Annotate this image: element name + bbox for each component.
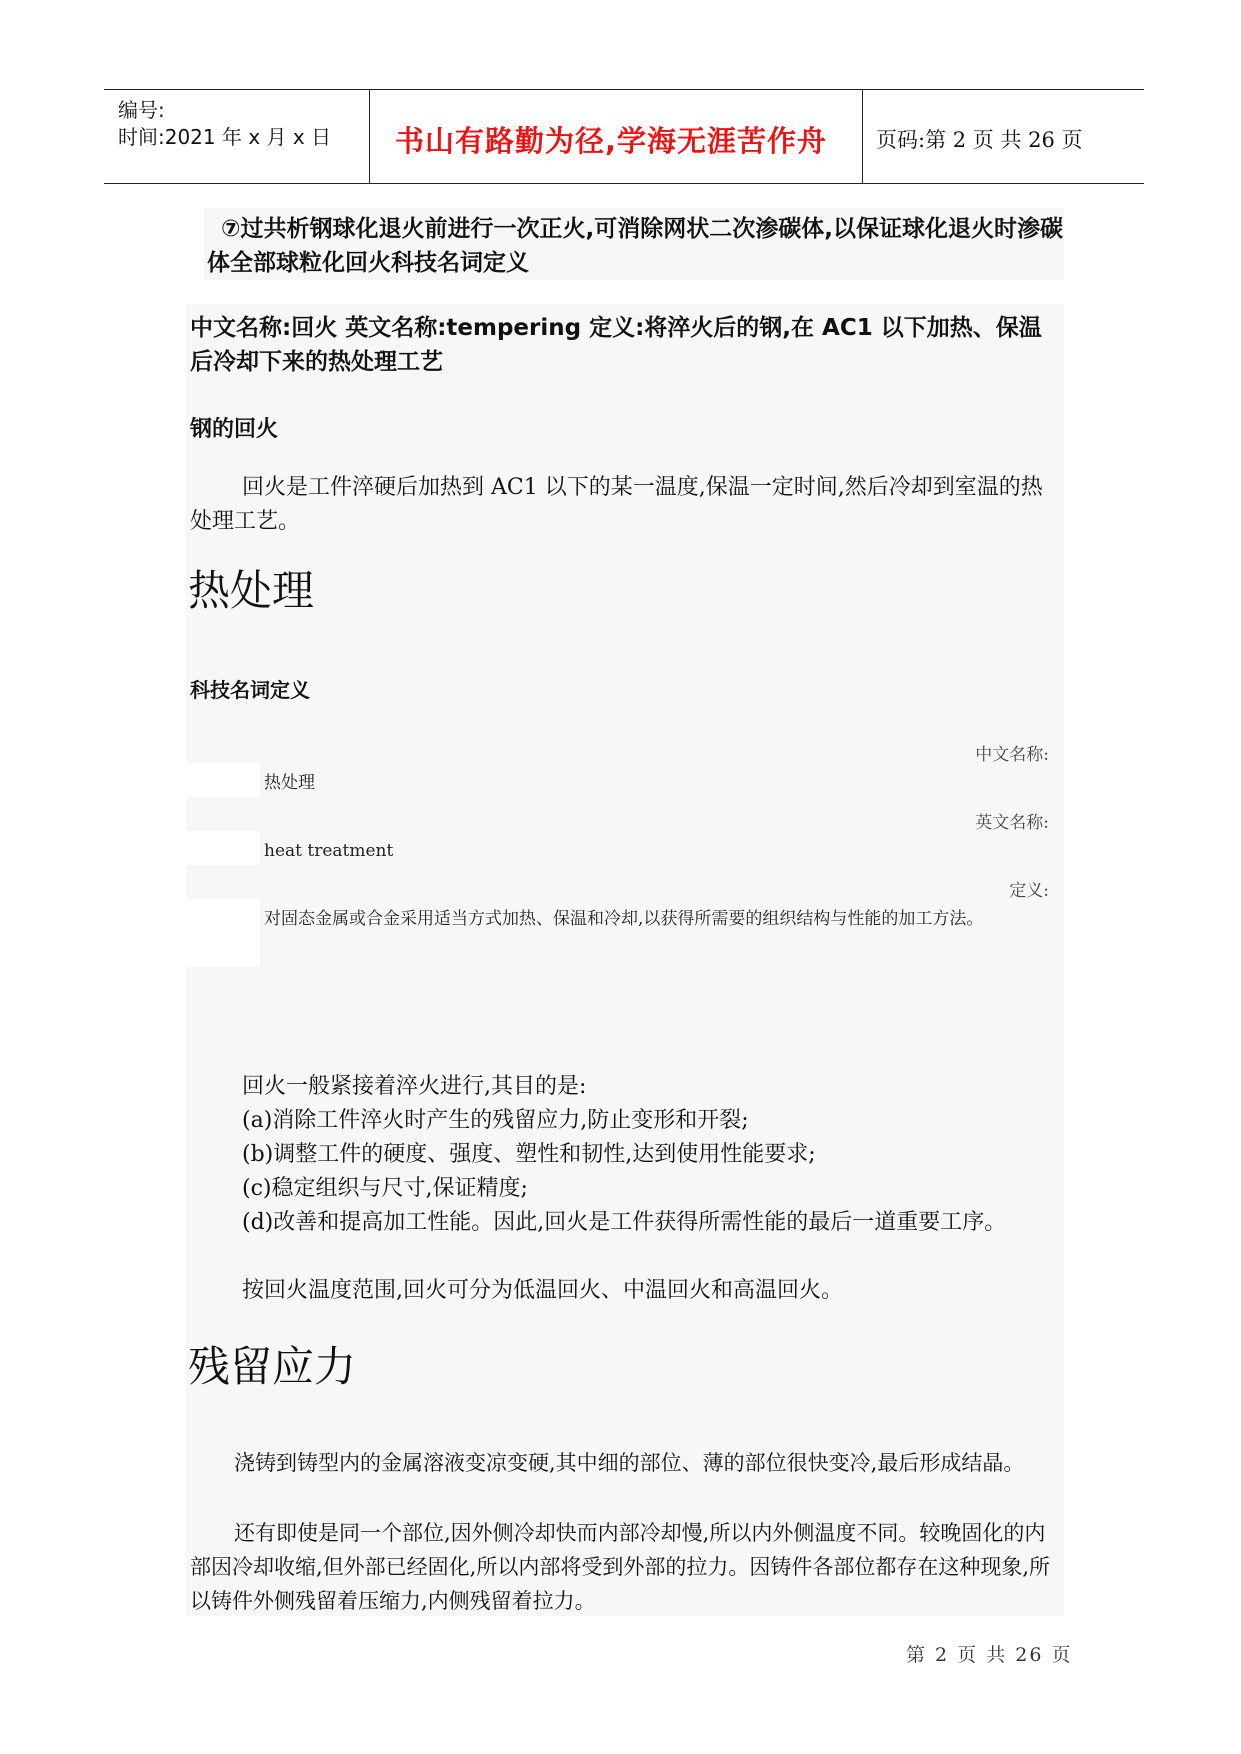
residual-stress-title: 残留应力 bbox=[188, 1342, 357, 1391]
page-footer: 第 2 页 共 26 页 bbox=[906, 1644, 1073, 1666]
purpose-line: (b)调整工件的硬度、强度、塑性和韧性,达到使用性能要求; bbox=[242, 1142, 816, 1167]
purpose-line: (d)改善和提高加工性能。因此,回火是工件获得所需性能的最后一道重要工序。 bbox=[242, 1210, 1007, 1235]
header-divider-right bbox=[862, 89, 863, 184]
intro-paragraph: ⑦过共析钢球化退火前进行一次正火,可消除网状二次渗碳体,以保证球化退火时渗碳体全部球粒化回火科技名词定义 bbox=[207, 216, 1063, 276]
def-value: 对固态金属或合金采用适当方式加热、保温和冷却,以获得所需要的组织结构与性能的加工方法。 bbox=[264, 909, 984, 929]
def-cn-label: 中文名称: bbox=[975, 745, 1049, 765]
header-bottom-border bbox=[104, 183, 1144, 184]
def-en-label-gap bbox=[186, 831, 260, 865]
purpose-line: 按回火温度范围,回火可分为低温回火、中温回火和高温回火。 bbox=[242, 1278, 843, 1303]
tempering-heading: 钢的回火 bbox=[190, 417, 279, 442]
header-divider-left bbox=[369, 89, 370, 184]
tempering-paragraph: 回火是工件淬硬后加热到 AC1 以下的某一温度,保温一定时间,然后冷却到室温的热处理工艺。 bbox=[190, 475, 1043, 534]
purpose-line: (c)稳定组织与尺寸,保证精度; bbox=[242, 1176, 528, 1201]
purpose-line: 回火一般紧接着淬火进行,其目的是: bbox=[242, 1074, 587, 1099]
def-en-value: heat treatment bbox=[264, 841, 394, 861]
def-label: 定义: bbox=[1009, 881, 1049, 901]
def-en-label: 英文名称: bbox=[975, 813, 1049, 833]
header-top-border bbox=[104, 89, 1144, 90]
def-label-gap bbox=[186, 899, 260, 967]
def-cn-value: 热处理 bbox=[264, 773, 315, 793]
heat-treatment-title: 热处理 bbox=[188, 566, 315, 615]
def-cn-label-gap bbox=[186, 763, 260, 797]
serial-label: 编号: bbox=[118, 98, 165, 122]
motto: 书山有路勤为径,学海无涯苦作舟 bbox=[395, 124, 828, 158]
purpose-line: (a)消除工件淬火时产生的残留应力,防止变形和开裂; bbox=[242, 1108, 749, 1133]
residual-paragraph-2: 还有即使是同一个部位,因外侧冷却快而内部冷却慢,所以内外侧温度不同。较晚固化的内部因冷却收缩,但外部已经固化,所以内部将受到外部的拉力。因铸件各部位都存在这种现象,所以铸件外侧残留着压缩力,内侧残留着拉力。 bbox=[190, 1521, 1051, 1613]
page-label: 页码:第 2 页 共 26 页 bbox=[876, 128, 1083, 152]
residual-paragraph-1: 浇铸到铸型内的金属溶液变凉变硬,其中细的部位、薄的部位很快变冷,最后形成结晶。 bbox=[234, 1451, 1025, 1475]
tempering-definition: 中文名称:回火 英文名称:tempering 定义:将淬火后的钢,在 AC1 以下加热、保温后冷却下来的热处理工艺 bbox=[190, 315, 1042, 375]
term-definition-heading: 科技名词定义 bbox=[190, 678, 310, 702]
time-label: 时间:2021 年 x 月 x 日 bbox=[118, 125, 332, 149]
